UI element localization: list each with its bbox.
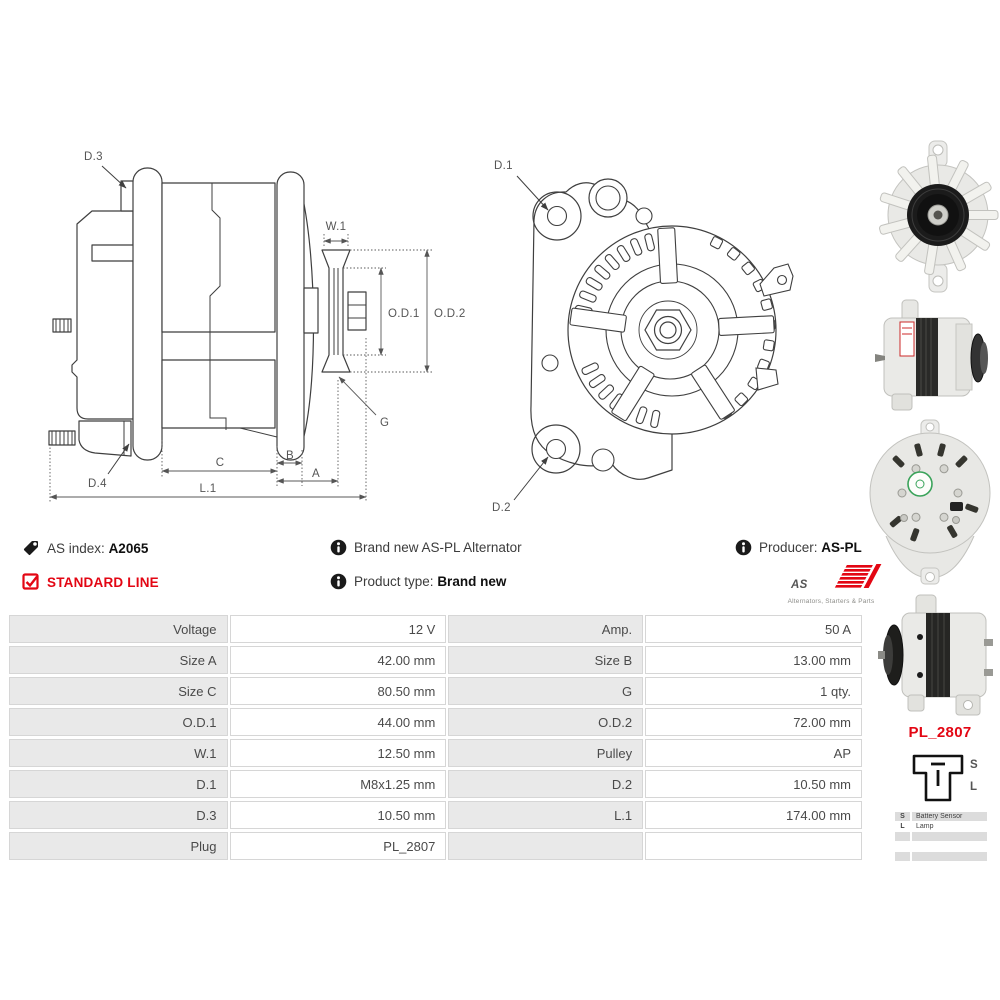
spec-label-cell: Pulley (448, 739, 643, 767)
spec-value-cell: 44.00 mm (230, 708, 447, 736)
spec-label-cell: Size A (9, 646, 228, 674)
product-type-row (330, 573, 506, 595)
spec-label-cell: Size B (448, 646, 643, 674)
brand-row (330, 539, 522, 561)
aspl-logo (778, 561, 884, 605)
legend-row (895, 822, 987, 831)
dim-label-b: B (286, 450, 294, 462)
dim-label-d3: D.3 (84, 151, 103, 163)
logo-caption: Alternators, Starters & Parts (787, 598, 875, 605)
spec-label-cell: O.D.2 (448, 708, 643, 736)
product-type-value: Brand new (437, 574, 507, 589)
plug-connector-diagram (900, 748, 990, 806)
product-photo-front[interactable] (872, 133, 1000, 298)
legend-key: L (895, 822, 910, 831)
spec-value-cell: 10.50 mm (230, 801, 447, 829)
spec-label-cell: D.1 (9, 770, 228, 798)
dim-label-od1: O.D.1 (388, 308, 420, 320)
dim-label-c: C (215, 457, 225, 469)
legend-row (895, 812, 987, 821)
table-row (9, 708, 862, 736)
spec-value-cell: 50 A (645, 615, 862, 643)
legend-row-empty (895, 852, 987, 861)
spec-value-cell: PL_2807 (230, 832, 447, 860)
as-index-value: A2065 (108, 541, 149, 556)
side-view-drawing (30, 140, 470, 515)
spec-value-cell: AP (645, 739, 862, 767)
legend-key: S (895, 812, 910, 821)
dim-label-d1: D.1 (494, 160, 513, 172)
plug-legend (895, 812, 987, 862)
product-photo-side-pulley[interactable] (872, 585, 1000, 725)
dim-label-a: A (312, 468, 320, 480)
spec-value-cell: 1 qty. (645, 677, 862, 705)
table-row (9, 646, 862, 674)
spec-value-cell: 10.50 mm (645, 770, 862, 798)
plug-name: PL_2807 (908, 724, 972, 741)
aspl-logo-mark (779, 561, 883, 595)
producer-value: AS-PL (821, 540, 862, 555)
dim-label-l1: L.1 (199, 483, 217, 495)
table-row (9, 677, 862, 705)
front-view-drawing (480, 130, 870, 530)
spec-table (7, 612, 864, 863)
product-type-label: Product type: (354, 574, 434, 589)
info-icon (330, 573, 347, 590)
info-icon (735, 539, 752, 556)
product-photo-side[interactable] (872, 296, 1000, 421)
info-icon (330, 539, 347, 556)
spec-value-cell: 72.00 mm (645, 708, 862, 736)
legend-desc: Battery Sensor (912, 812, 987, 821)
logo-stripes (835, 564, 882, 588)
spec-value-cell (645, 832, 862, 860)
spec-value-cell: 174.00 mm (645, 801, 862, 829)
spec-label-cell: O.D.1 (9, 708, 228, 736)
dim-label-g: G (380, 417, 390, 429)
checkbox-checked-icon (22, 573, 40, 591)
spec-value-cell: 13.00 mm (645, 646, 862, 674)
spec-label-cell: Voltage (9, 615, 228, 643)
table-row (9, 615, 862, 643)
as-index-row (22, 539, 148, 561)
spec-label-cell (448, 832, 643, 860)
dim-label-d4: D.4 (88, 478, 107, 490)
spec-value-cell: 42.00 mm (230, 646, 447, 674)
table-row (9, 739, 862, 767)
producer-row (735, 539, 862, 561)
spec-label-cell: Amp. (448, 615, 643, 643)
legend-row-empty (895, 842, 987, 851)
logo-as-text: AS (791, 579, 808, 591)
legend-row-empty (895, 832, 987, 841)
table-row (9, 801, 862, 829)
spec-label-cell: L.1 (448, 801, 643, 829)
spec-value-cell: 12 V (230, 615, 447, 643)
spec-label-cell: Size C (9, 677, 228, 705)
terminal-s-label: S (970, 759, 978, 771)
spec-label-cell: D.3 (9, 801, 228, 829)
table-row (9, 832, 862, 860)
spec-label-cell: G (448, 677, 643, 705)
tag-icon (22, 539, 40, 557)
table-row (9, 770, 862, 798)
spec-value-cell: M8x1.25 mm (230, 770, 447, 798)
legend-desc: Lamp (912, 822, 987, 831)
front-hub-nut (639, 301, 697, 359)
spec-label-cell: D.2 (448, 770, 643, 798)
as-index-label: AS index: (47, 541, 105, 556)
standard-line-row (22, 573, 159, 595)
dim-label-w1: W.1 (325, 221, 347, 233)
alternator-side-outline (49, 168, 366, 460)
spec-label-cell: Plug (9, 832, 228, 860)
dim-label-d2: D.2 (492, 502, 511, 514)
dim-label-od2: O.D.2 (434, 308, 466, 320)
standard-line-badge: STANDARD LINE (47, 575, 159, 590)
terminal-l-label: L (970, 781, 978, 793)
brand-text: Brand new AS-PL Alternator (354, 540, 522, 555)
spec-label-cell: W.1 (9, 739, 228, 767)
producer-label: Producer: (759, 540, 818, 555)
spec-value-cell: 12.50 mm (230, 739, 447, 767)
spec-value-cell: 80.50 mm (230, 677, 447, 705)
